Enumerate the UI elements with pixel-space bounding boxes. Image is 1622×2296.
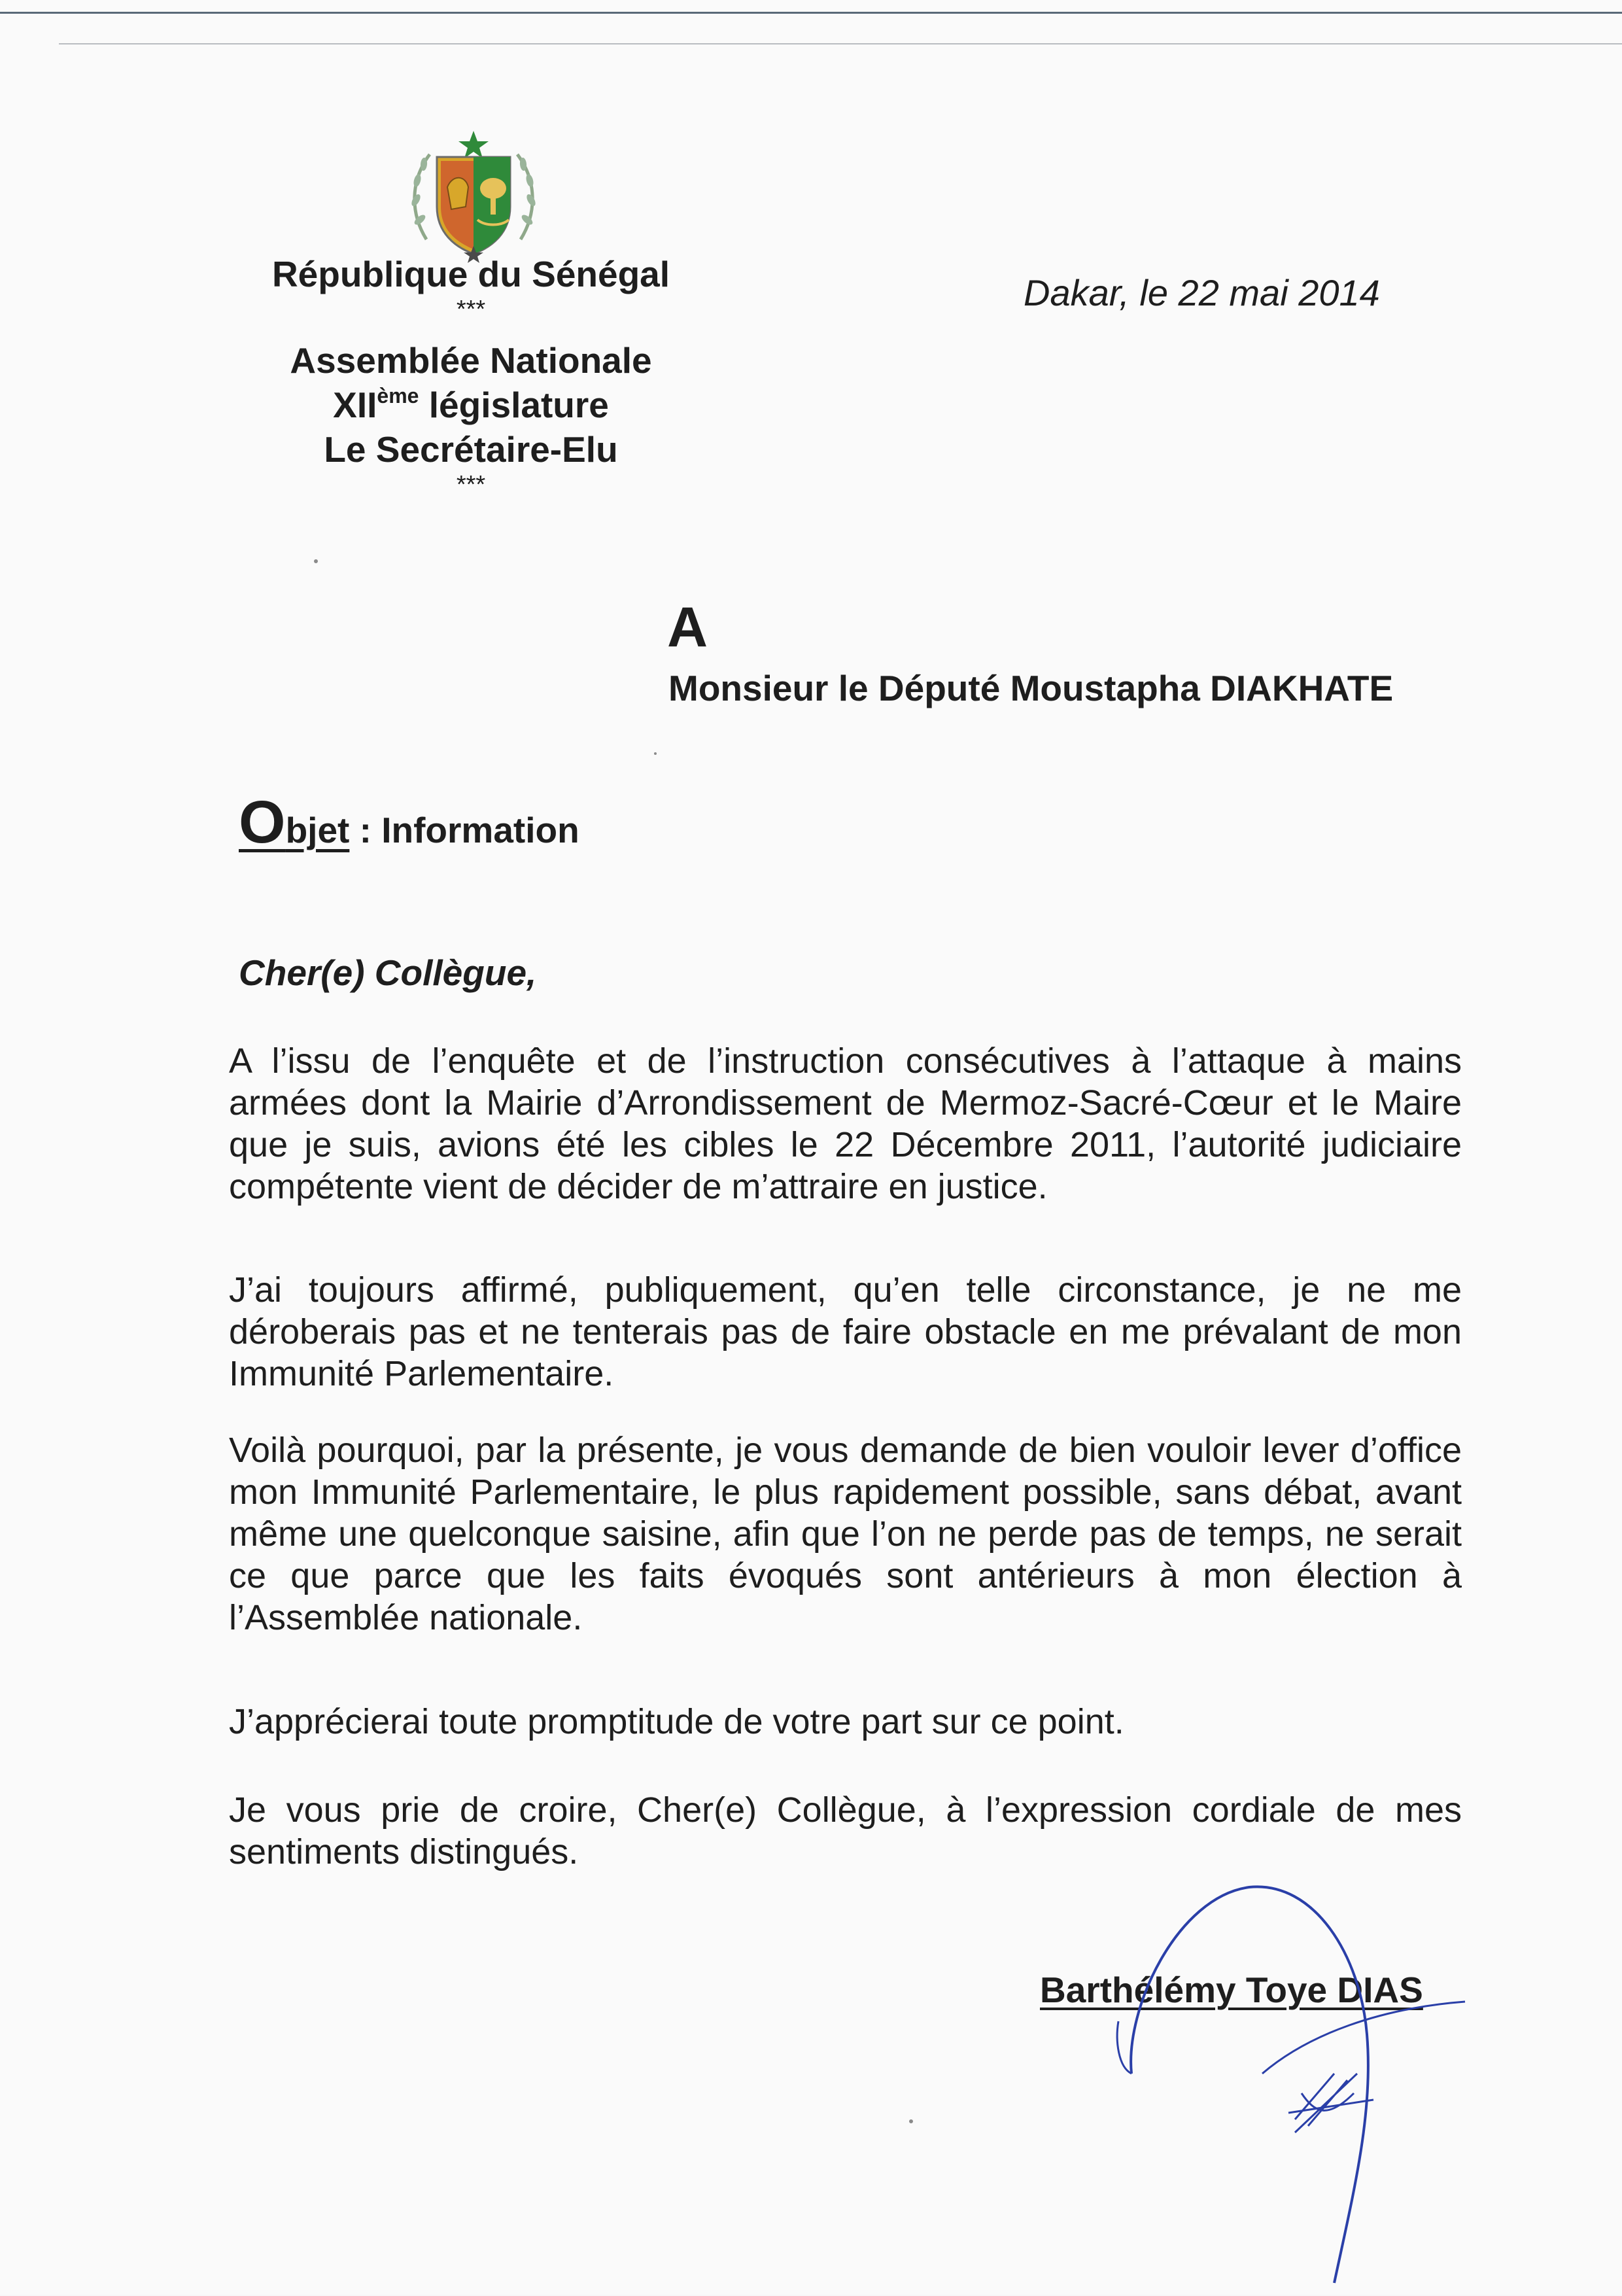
legislature-line [229, 383, 713, 427]
country-name: République du Sénégal [271, 254, 670, 294]
institution-name: Assemblée Nationale [290, 340, 652, 381]
body-paragraph: Voilà pourquoi, par la présente, je vous demande de bien vouloir lever d’office mon Immunité Parlementaire, le plus rapidement possible, sans débat, avant même une quelconque saisine, afin que l’on ne perde pas de temps, ne serait ce que parce que les faits évoqués sont antérieurs à mon élection à l’Assemblée nationale. [229, 1431, 1462, 1637]
legislature-superscript: ème [377, 384, 419, 408]
senegal-coat-of-arms-icon [400, 128, 547, 266]
scan-edge-line-secondary [59, 43, 1622, 44]
sender-header [229, 252, 713, 498]
signatory-name: Barthélémy Toye DIAS [1040, 1970, 1423, 2010]
scan-speck [909, 2119, 913, 2123]
separator-stars: *** [456, 296, 486, 323]
scan-speck [654, 752, 657, 755]
body-paragraph: J’ai toujours affirmé, publiquement, qu’en telle circonstance, je ne me déroberais pas et ne tenterais pas de faire obstacle en me prévalant de mon Immunité Parlementaire. [229, 1270, 1462, 1393]
scan-edge-line [0, 12, 1622, 14]
separator-stars-2: *** [456, 471, 486, 498]
office-title: Le Secrétaire-Elu [324, 429, 618, 470]
legislature-roman: XII [333, 385, 377, 425]
subject-line [239, 788, 579, 857]
body-paragraph: Je vous prie de croire, Cher(e) Collègue, à l’expression cordiale de mes sentiments distingués. [229, 1790, 1462, 1871]
scan-speck [314, 559, 318, 563]
subject-separator: : [349, 810, 382, 850]
subject-value: Information [381, 810, 579, 850]
salutation: Cher(e) Collègue, [239, 952, 537, 993]
letter-date: Dakar, le 22 mai 2014 [1024, 272, 1380, 313]
handwritten-signature [1099, 1877, 1478, 2296]
recipient-prefix: A [667, 596, 708, 659]
subject-label [239, 789, 350, 856]
subject-label-initial: O [239, 789, 286, 856]
recipient-name: Monsieur le Député Moustapha DIAKHATE [668, 668, 1394, 708]
body-paragraph: J’apprécierai toute promptitude de votre part sur ce point. [229, 1702, 1124, 1741]
legislature-word: législature [428, 385, 609, 425]
body-paragraph: A l’issu de l’enquête et de l’instruction consécutives à l’attaque à mains armées dont la Mairie d’Arrondissement de Mermoz-Sacré-Cœur et le Maire que je suis, avions été les cibles le 22 Décembre 2011, l’autorité judiciaire compétente vient de décider de m’attraire en justice. [229, 1041, 1462, 1206]
subject-label-rest: bjet [285, 810, 350, 850]
